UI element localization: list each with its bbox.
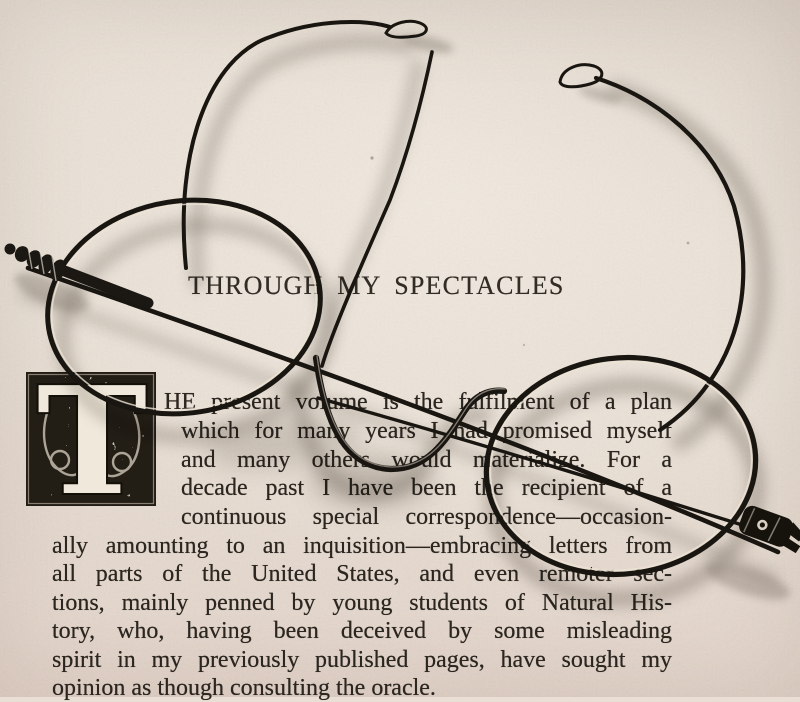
body-line: tions, mainly penned by young students of Natural His- — [52, 590, 672, 616]
body-line: ally amounting to an inquisition—embracing letters from — [52, 533, 672, 559]
body-line: and many others would materialize. For a — [181, 447, 672, 473]
drop-cap-initial — [26, 372, 156, 506]
page-title: THROUGH MY SPECTACLES — [188, 271, 565, 300]
body-line: which for many years I had promised myself — [181, 418, 672, 444]
body-line: spirit in my previously published pages, have sought my — [52, 647, 672, 673]
drop-cap-letter: T — [36, 372, 148, 506]
body-line: opinion as though consulting the oracle. — [52, 675, 436, 701]
body-line: continuous special correspondence—occasion- — [181, 504, 672, 530]
body-line: HE present volume is the fulfilment of a plan — [164, 389, 672, 415]
body-line: decade past I have been the recipient of a — [181, 475, 672, 501]
body-line: all parts of the United States, and even remoter sec- — [52, 561, 672, 587]
body-line: tory, who, having been deceived by some misleading — [52, 618, 672, 644]
